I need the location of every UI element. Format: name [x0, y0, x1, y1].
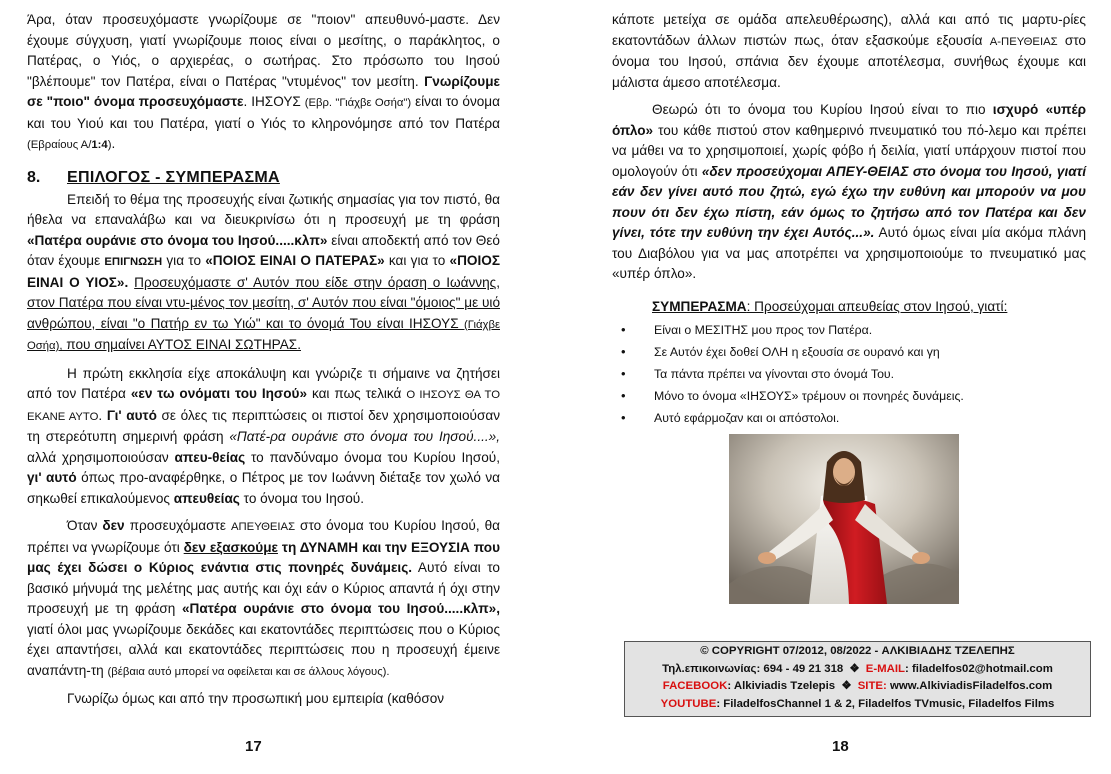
jesus-illustration — [729, 434, 959, 604]
jesus-painting-image — [729, 434, 959, 604]
page-18-text — [612, 10, 1086, 429]
p17-paragraph-1: Άρα, όταν προσευχόμαστε γνωρίζουμε σε "ποιον" απευθυνό-μαστε. Δεν έχουμε σύγχυση, γιατί γνωρίζουμε ποιος είναι ο μεσίτης, ο παράκλητος, ο Πατέρας, ο Υιός, ο αρχιερέας, ο σωτήρας. Στο πρόσωπο του Ιησού "βλέπουμε" τον Πατέρα, είναι ο Πατέρας "ντυμένος" τον μεσίτη. Γνωρίζουμε σε "ποιο" όνομα προσευχόμαστε. ΙΗΣΟΥΣ (Εβρ. "Γιάχβε Οσήα") είναι το όνομα και του Υιού και του Πατέρα, γιατί ο Υιός το κληρονόμησε από τον Πατέρα (Εβραίους Α/1:4). — [27, 12, 500, 151]
page-number-17: 17 — [245, 738, 262, 755]
diamond-bullet-icon: ❖ — [841, 680, 852, 693]
list-item: • Είναι ο ΜΕΣΙΤΗΣ μου προς τον Πατέρα. — [612, 319, 1086, 341]
social-line: FACEBOOK: Alkiviadis Tzelepis ❖ SITE: www.AlkiviadisFiladelfos.com — [662, 680, 1053, 693]
contact-line: Τηλ.επικοινωνίας: 694 - 49 21 318 ❖ E-MAIL: filadelfos02@hotmail.com — [662, 662, 1053, 675]
p18-paragraph-1: κάποτε μετείχα σε ομάδα απελευθέρωσης), αλλά και από τις μαρτυ-ρίες εκατοντάδων άλλων πιστών πως, όταν εξασκούμε εξουσία Α-ΠΕΥΘΕΙΑΣ στο όνομα του Ιησού, σπάνια δεν έχουμε αποτέλεσμα, συνήθως έχουμε και μάλιστα άμεσο αποτέλεσμα. — [612, 12, 1086, 90]
p17-paragraph-2: Επειδή το θέμα της προσευχής είναι ζωτικής σημασίας για τον πιστό, θα ήθελα να επαναλάβω και να διευκρινίσω ότι η προσευχή με τη φράση «Πατέρα ουράνιε στο όνομα του Ιησού.....κλπ» είναι αποδεκτή από τον Θεό όταν έχουμε ΕΠΙΓΝΩΣΗ για το «ΠΟΙΟΣ ΕΙΝΑΙ Ο ΠΑΤΕΡΑΣ» και για το «ΠΟΙΟΣ ΕΙΝΑΙ Ο ΥΙΟΣ». Προσευχόμαστε σ' Αυτόν που είδε στην όραση ο Ιωάννης, στον Πατέρα που είναι ντυ-μένος τον μεσίτη, σ' Αυτόν που είναι "όμοιος" με υιό ανθρώπου, είναι "ο Πατήρ εν τω Υιώ" και το όνομά Του είναι ΙΗΣΟΥΣ (Γιάχβε Οσήα), που σημαίνει ΑΥΤΟΣ ΕΙΝΑΙ ΣΩΤΗΡΑΣ. — [27, 191, 500, 352]
diamond-bullet-icon: ❖ — [849, 662, 860, 675]
section-number: 8. — [27, 168, 41, 186]
page-17 — [0, 0, 540, 774]
copyright-box — [624, 641, 1091, 717]
copyright-line: © COPYRIGHT 07/2012, 08/2022 - ΑΛΚΙΒΙΑΔΗΣ ΤΖΕΛΕΠΗΣ — [700, 645, 1015, 657]
list-item: • Αυτό εφάρμοζαν και οι απόστολοι. — [612, 407, 1086, 429]
page-18 — [562, 0, 1111, 774]
list-item: • Σε Αυτόν έχει δοθεί ΟΛΗ η εξουσία σε ουρανό και γη — [612, 341, 1086, 363]
p17-paragraph-3: Η πρώτη εκκλησία είχε αποκάλυψη και γνώριζε τι σήμαινε να ζητήσει από τον Πατέρα «εν τω ονόματι του Ιησού» και πως τελικά Ο ΙΗΣΟΥΣ ΘΑ ΤΟ ΕΚΑΝΕ ΑΥΤΟ. Γι' αυτό σε όλες τις περιπτώσεις οι πιστοί δεν χρησιμοποιούσαν τη στερεότυπη σημερινή φράση «Πατέ-ρα ουράνιε στο όνομα του Ιησού....», αλλά χρησιμοποιούσαν απευ-θείας το πανδύναμο όνομα του Κυρίου Ιησού, γι' αυτό όπως προ-αναφέρθηκε, ο Πέτρος με τον Ιωάννη διέταξε τον χωλό να σηκωθεί επικαλούμενος απευθείας το όνομα του Ιησού. — [27, 365, 500, 506]
page-number-18: 18 — [832, 738, 849, 755]
page-17-text — [27, 10, 500, 710]
section-heading — [27, 168, 500, 188]
list-item: • Μόνο το όνομα «ΙΗΣΟΥΣ» τρέμουν οι πονηρές δυνάμεις. — [612, 385, 1086, 407]
p17-paragraph-4: Όταν δεν προσευχόμαστε ΑΠΕΥΘΕΙΑΣ στο όνομα του Κυρίου Ιησού, θα πρέπει να γνωρίζουμε ότι δεν εξασκούμε τη ΔΥΝΑΜΗ και την ΕΞΟΥΣΙΑ που μας έχει δώσει ο Κύριος ενάντια στις πονηρές δυνάμεις. Αυτό είναι το βασικό μήνυμά της μελέτης μας αυτής και όχι εάν ο Κύριος απαντά ή όχι στην προσευχή με τη φράση «Πατέρα ουράνιε στο όνομα του Ιησού.....κλπ», γιατί όλοι μας γνωρίζουμε δεκάδες και εκατοντάδες περιπτώσεις που ο Κύριος έχει απαντήσει, αλλά και εκατοντάδες περιπτώσεις που η προσευχή έμεινε αναπάντη-τη (βέβαια αυτό μπορεί να οφείλεται και σε άλλους λόγους). — [27, 518, 501, 678]
list-item: • Τα πάντα πρέπει να γίνονται στο όνομά Του. — [612, 363, 1086, 385]
youtube-line: YOUTUBE: FiladelfosChannel 1 & 2, Filadelfos TVmusic, Filadelfos Films — [660, 697, 1055, 710]
p18-paragraph-2: Θεωρώ ότι το όνομα του Κυρίου Ιησού είναι το πιο ισχυρό «υπέρ όπλο» του κάθε πιστού στον καθημερινό πνευματικό του πό-λεμο και πρέπει να μάθει να το χρησιμοποιεί, χωρίς φόβο ή δειλία, γιατί υπάρχουν πιστοί που ομολογούν ότι «δεν προσεύχομαι ΑΠΕΥ-ΘΕΙΑΣ στο όνομα του Ιησού, γιατί εάν δεν γίνει αυτό που ζητώ, εγώ έχω την ευθύνη και μπορούν να μου πουν ότι δεν έχω πίστη, εάν όμως το ζητήσω από τον Πατέρα και δεν γίνει, τότε την ευθύνη την έχει Αυτός...». Αυτό όμως είναι μία ακόμα πλάνη του Διαβόλου για να μας αποτρέπει να χρησιμοποιούμε το πνευματικό μας «υπέρ όπλο». — [612, 102, 1087, 281]
p17-paragraph-5: Γνωρίζω όμως και από την προσωπική μου εμπειρία (καθόσον — [67, 691, 445, 706]
summary-heading: ΣΥΜΠΕΡΑΣΜΑ: Προσεύχομαι απευθείας στον Ιησού, γιατί: — [652, 298, 1008, 314]
section-title: ΕΠΙΛΟΓΟΣ - ΣΥΜΠΕΡΑΣΜΑ — [67, 168, 280, 186]
summary-list — [612, 319, 1086, 429]
